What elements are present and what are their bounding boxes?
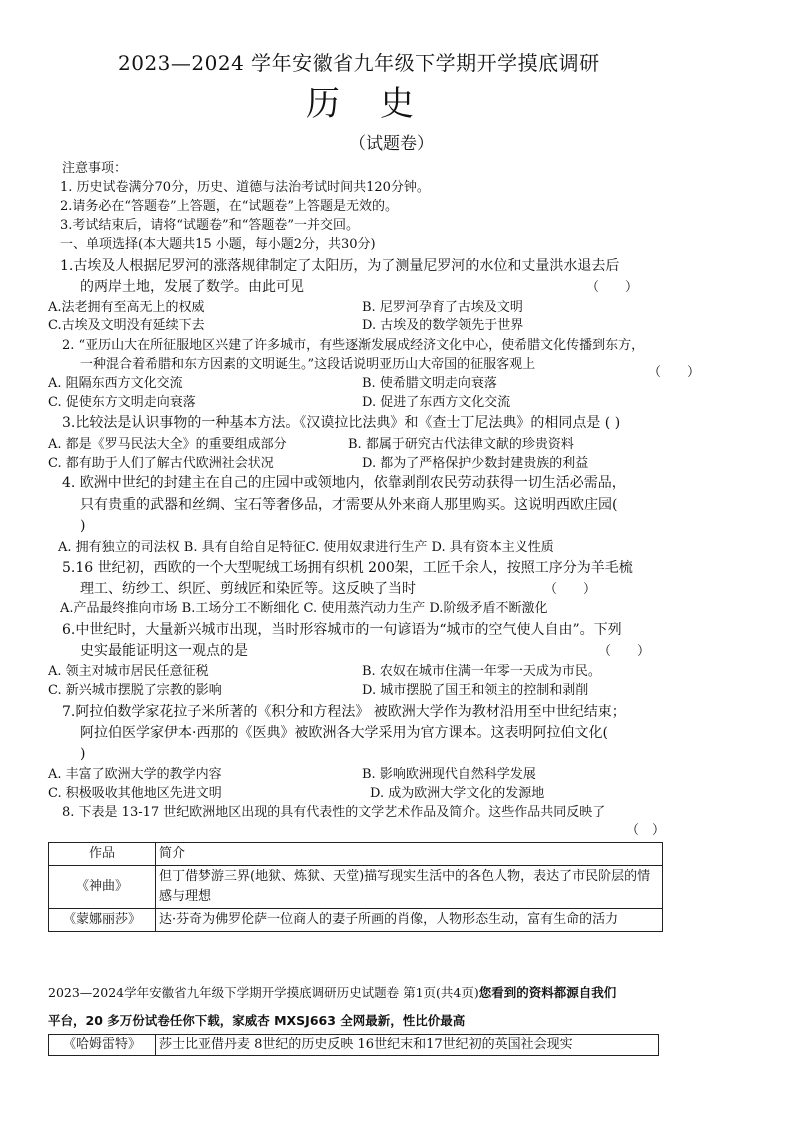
question-2-stem: 2. “亚历山大在所征服地区兴建了许多城市，有些逐渐发展成经济文化中心，使希腊文化传播到东方， xyxy=(62,338,645,353)
answer-blank: （ ） xyxy=(626,823,666,838)
table-cell-work: 《蒙娜丽莎》 xyxy=(49,909,156,932)
option-b: B. 影响欧洲现代自然科学发展 xyxy=(362,767,536,782)
answer-blank: （ ） xyxy=(648,365,701,380)
works-table-continued xyxy=(48,1034,659,1056)
question-6-stem-cont: 史实最能证明这一观点的是 xyxy=(80,643,248,659)
question-6-stem: 6.中世纪时，大量新兴城市出现，当时形容城市的一句谚语为“城市的空气使人自由”。下列 xyxy=(62,622,622,638)
notes-heading: 注意事项： xyxy=(62,161,128,176)
option-c: C. 积极吸收其他地区先进文明 xyxy=(48,786,222,801)
paper-type: （试题卷） xyxy=(349,134,434,154)
option-a: A. 阻隔东西方文化交流 xyxy=(48,376,183,391)
option-b: B. 农奴在城市住满一年零一天成为市民。 xyxy=(362,664,601,679)
footer-page-info: 2023—2024学年安徽省九年级下学期开学摸底调研历史试题卷 第1页(共4页) xyxy=(48,985,479,1000)
question-2-stem-cont: 一种混合着希腊和东方因素的文明诞生。”这段话说明亚历山大帝国的征服客观上 xyxy=(80,357,536,372)
option-b: B. 都属于研究古代法律文献的珍贵资料 xyxy=(348,437,574,452)
option-d: D. 古埃及的数学领先于世界 xyxy=(362,318,524,333)
option-d: D. 促进了东西方文化交流 xyxy=(362,395,511,410)
option-a: A. 丰富了欧洲大学的教学内容 xyxy=(48,767,222,782)
table-cell-intro: 但丁借梦游三界(地狱、炼狱、天堂)描写现实生活中的各色人物，表达了市民阶层的情感与理想 xyxy=(156,866,663,909)
question-3-stem: 3.比较法是认识事物的一种基本方法。《汉谟拉比法典》和《查士丁尼法典》的相同点是 ( ) xyxy=(62,415,621,431)
question-5-options: A.产品最终推向市场 B.工场分工不断细化 C. 使用蒸汽动力生产 D.阶级矛盾不断激化 xyxy=(60,601,548,616)
exam-title: 2023—2024 学年安徽省九年级下学期开学摸底调研 xyxy=(118,51,600,75)
question-7-stem-cont: 阿拉伯医学家伊本·西那的《医典》被欧洲各大学采用为官方课本。这表明阿拉伯文化( xyxy=(80,725,608,741)
question-5-stem: 5.16 世纪初，西欧的一个大型呢绒工场拥有织机 200架，工匠千余人，按照工序分为羊毛梳 xyxy=(62,560,633,576)
question-1-stem: 1.古埃及人根据尼罗河的涨落规律制定了太阳历，为了测量尼罗河的水位和丈量洪水退去后 xyxy=(60,258,620,274)
note-item: 3.考试结束后，请将“试题卷”和“答题卷”一并交回。 xyxy=(60,218,359,233)
table-row xyxy=(49,866,663,909)
table-header-row xyxy=(49,843,663,866)
option-c: C.古埃及文明没有延续下去 xyxy=(48,318,205,333)
question-8-stem: 8. 下表是 13-17 世纪欧洲地区出现的具有代表性的文学艺术作品及简介。这些作品共同反映了 xyxy=(62,805,606,820)
option-b: B. 使希腊文明走向衰落 xyxy=(362,376,497,391)
answer-blank: ) xyxy=(80,746,86,762)
table-cell-intro: 达·芬奇为佛罗伦萨一位商人的妻子所画的肖像，人物形态生动，富有生命的活力 xyxy=(156,909,663,932)
answer-blank: （ ） xyxy=(598,644,651,659)
option-c: C. 都有助于人们了解古代欧洲社会状况 xyxy=(48,456,274,471)
answer-blank: ) xyxy=(80,518,86,534)
option-a: A. 领主对城市居民任意征税 xyxy=(48,664,209,679)
table-row xyxy=(49,909,663,932)
answer-blank: （ ） xyxy=(544,582,597,597)
option-d: D. 都为了严格保护少数封建贵族的利益 xyxy=(362,456,589,471)
option-d: D. 成为欧洲大学文化的发源地 xyxy=(370,786,545,801)
question-7-stem: 7.阿拉伯数学家花拉子米所著的《积分和方程法》 被欧洲大学作为教材沿用至中世纪结束； xyxy=(62,704,626,720)
works-table xyxy=(48,842,663,932)
page-footer xyxy=(48,984,616,1002)
option-b: B. 尼罗河孕育了古埃及文明 xyxy=(362,300,523,315)
table-header-intro: 简介 xyxy=(156,843,663,866)
question-1-stem-cont: 的两岸土地，发展了数学。由此可见 xyxy=(80,279,304,295)
option-a: A.法老拥有至高无上的权威 xyxy=(48,300,205,315)
table-cell-intro: 莎士比亚借丹麦 8世纪的历史反映 16世纪末和17世纪初的英国社会现实 xyxy=(156,1035,659,1056)
section-heading: 一、单项选择(本大题共15 小题，每小题2分，共30分) xyxy=(60,237,376,252)
table-header-work: 作品 xyxy=(49,843,156,866)
footer-promo: 您看到的资料都源自我们 xyxy=(478,985,617,1000)
table-cell-work: 《神曲》 xyxy=(49,866,156,909)
answer-blank: （ ） xyxy=(586,280,639,295)
option-c: C. 促使东方文明走向衰落 xyxy=(48,395,196,410)
table-cell-work: 《哈姆雷特》 xyxy=(49,1035,156,1056)
note-item: 1. 历史试卷满分70分，历史、道德与法治考试时间共120分钟。 xyxy=(60,180,430,195)
table-row xyxy=(49,1035,659,1056)
subject-title: 历史 xyxy=(306,84,454,124)
option-a: A. 都是《罗马民法大全》的重要组成部分 xyxy=(48,437,287,452)
question-4-stem: 4. 欧洲中世纪的封建主在自己的庄园中或领地内，依靠剥削农民劳动获得一切生活必需品， xyxy=(62,475,626,491)
question-5-stem-cont: 理工、纺纱工、织匠、剪绒匠和染匠等。这反映了当时 xyxy=(80,581,416,597)
note-item: 2.请务必在“答题卷”上答题，在“试题卷”上答题是无效的。 xyxy=(60,199,398,214)
option-d: D. 城市摆脱了国王和领主的控制和剥削 xyxy=(362,683,589,698)
question-4-options: A. 拥有独立的司法权 B. 具有自给自足特征C. 使用奴隶进行生产 D. 具有资本主义性质 xyxy=(58,540,554,555)
question-4-stem-cont: 只有贵重的武器和丝绸、宝石等奢侈品，才需要从外来商人那里购买。这说明西欧庄园( xyxy=(80,497,618,513)
footer-promo-line2: 平台，20 多万份试卷任你下载，家威杏 MXSJ663 全网最新，性比价最高 xyxy=(48,1013,466,1028)
option-c: C. 新兴城市摆脱了宗教的影响 xyxy=(48,683,222,698)
